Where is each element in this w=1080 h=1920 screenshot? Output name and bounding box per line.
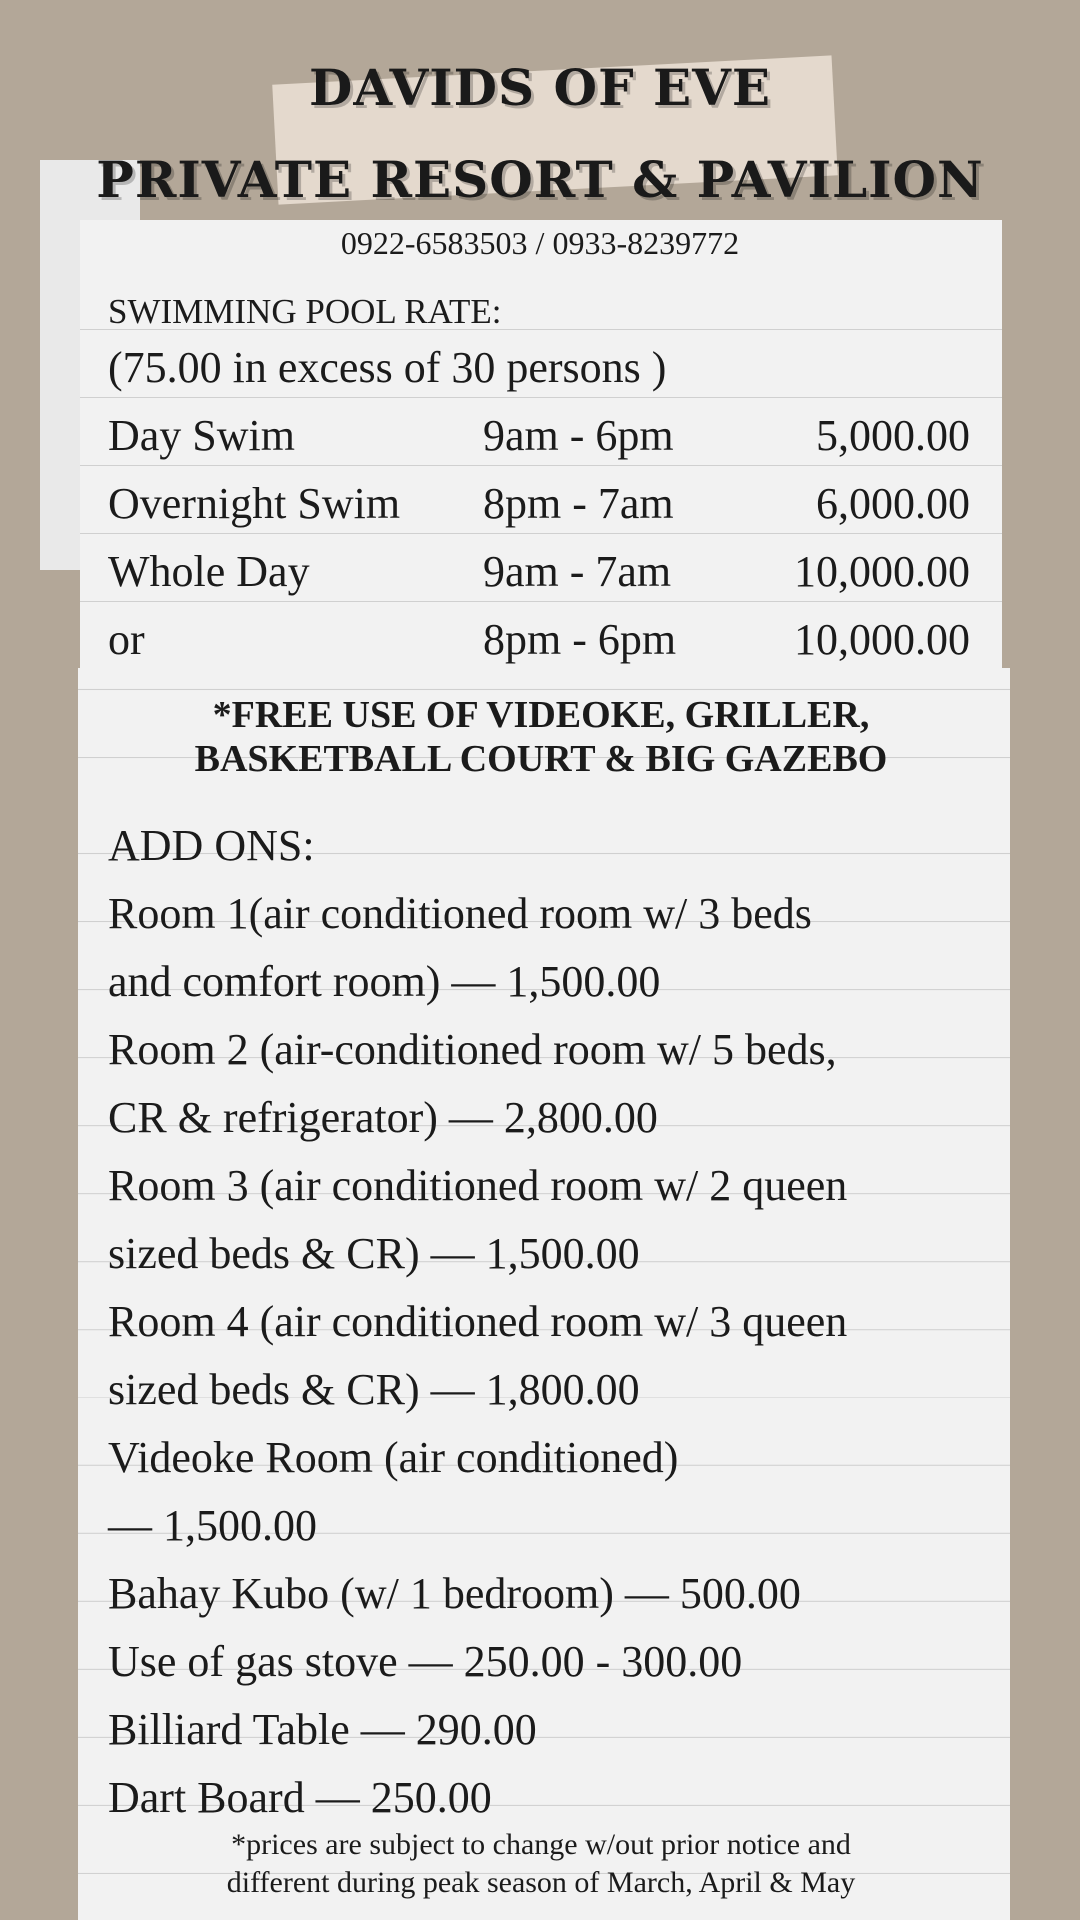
- addon-line: Use of gas stove — 250.00 - 300.00: [108, 1637, 743, 1686]
- rate-time: 9am - 6pm: [483, 411, 674, 460]
- price-disclaimer: [80, 1826, 1002, 1902]
- rate-row: [108, 614, 970, 674]
- addon-line: Room 3 (air conditioned room w/ 2 queen: [108, 1161, 848, 1210]
- free-line-2: BASKETBALL COURT & BIG GAZEBO: [194, 738, 888, 780]
- phone-numbers: 0922-6583503 / 0933-8239772: [340, 225, 740, 261]
- rate-row: [108, 546, 970, 606]
- excess-note: (75.00 in excess of 30 persons ): [108, 343, 667, 392]
- rate-price: 10,000.00: [794, 547, 970, 596]
- rate-time: 9am - 7am: [483, 547, 672, 596]
- note-line-2: different during peak season of March, April & May: [226, 1866, 856, 1899]
- rate-name: or: [108, 615, 145, 664]
- resort-name: DAVIDS OF EVE: [308, 58, 772, 117]
- rate-name: Day Swim: [108, 411, 295, 460]
- addon-line: sized beds & CR) — 1,800.00: [108, 1365, 640, 1414]
- rate-time: 8pm - 7am: [483, 479, 674, 528]
- resort-subtitle: PRIVATE RESORT & PAVILION: [96, 150, 984, 209]
- addon-line: Dart Board — 250.00: [108, 1773, 492, 1822]
- addons-title: ADD ONS:: [108, 821, 315, 870]
- rate-row: [108, 410, 970, 470]
- addon-line: sized beds & CR) — 1,500.00: [108, 1229, 640, 1278]
- rate-price: 6,000.00: [816, 479, 970, 528]
- free-amenities: [80, 693, 1002, 781]
- addon-line: and comfort room) — 1,500.00: [108, 957, 661, 1006]
- addon-line: — 1,500.00: [108, 1501, 317, 1550]
- addon-line: Videoke Room (air conditioned): [108, 1433, 679, 1482]
- rate-price: 10,000.00: [794, 615, 970, 664]
- rate-name: Whole Day: [108, 547, 310, 596]
- addon-line: Room 2 (air-conditioned room w/ 5 beds,: [108, 1025, 837, 1074]
- addon-line: Room 4 (air conditioned room w/ 3 queen: [108, 1297, 848, 1346]
- rate-row: [108, 478, 970, 538]
- addon-line: Bahay Kubo (w/ 1 bedroom) — 500.00: [108, 1569, 801, 1618]
- addon-line: Billiard Table — 290.00: [108, 1705, 537, 1754]
- addon-line: Room 1(air conditioned room w/ 3 beds: [108, 889, 812, 938]
- free-line-1: *FREE USE OF VIDEOKE, GRILLER,: [212, 694, 870, 736]
- rate-time: 8pm - 6pm: [483, 615, 677, 664]
- rate-price: 5,000.00: [816, 411, 970, 460]
- pool-rate-label: SWIMMING POOL RATE:: [108, 292, 502, 331]
- note-line-1: *prices are subject to change w/out prior notice and: [231, 1828, 851, 1861]
- addon-line: CR & refrigerator) — 2,800.00: [108, 1093, 658, 1142]
- rate-name: Overnight Swim: [108, 479, 401, 528]
